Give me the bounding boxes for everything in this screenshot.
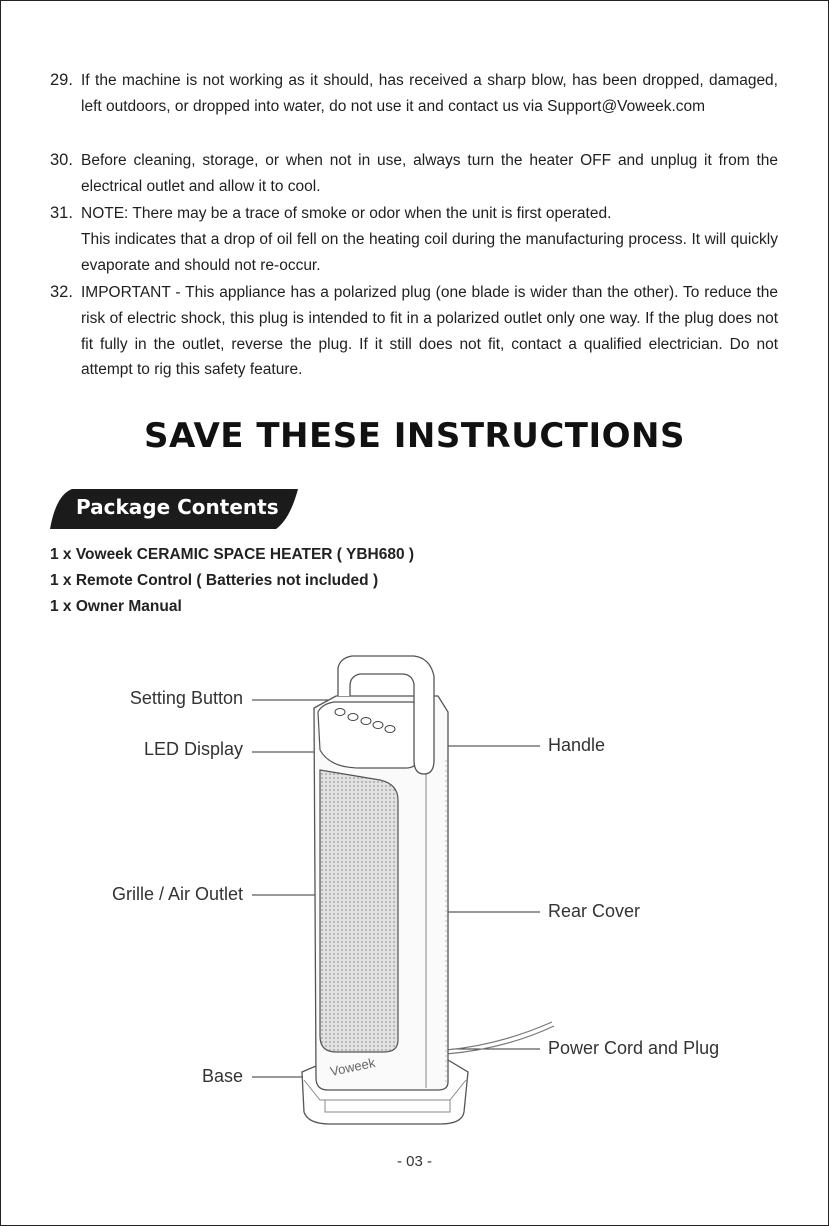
package-item: 1 x Owner Manual (50, 598, 182, 615)
label-led-display: LED Display (143, 739, 243, 759)
label-rear-cover: Rear Cover (548, 901, 641, 921)
brand-logo: Voweek (328, 1054, 377, 1080)
package-contents-list (50, 542, 414, 620)
instruction-item (50, 148, 778, 201)
instruction-text: Before cleaning, storage, or when not in use, always turn the heater OFF and unplug it from the electrical outlet and allow it to cool. (81, 152, 778, 195)
label-power-cord: Power Cord and Plug (548, 1038, 720, 1058)
save-instructions-heading: SAVE THESE INSTRUCTIONS (143, 416, 685, 456)
heater-diagram (0, 640, 829, 1140)
package-item: 1 x Remote Control ( Batteries not included ) (50, 572, 379, 589)
instruction-item (50, 201, 778, 280)
page-number: - 03 - (396, 1153, 432, 1170)
instruction-text: IMPORTANT - This appliance has a polarized plug (one blade is wider than the other). To reduce the risk of electric shock, this plug is intended to fit in a polarized outlet only one way. If the plug does not fit fully in the outlet, reverse the plug. If it still does not fit, contact a qualified electrician. Do not attempt to rig this safety feature. (81, 284, 778, 379)
instruction-note: This indicates that a drop of oil fell on the heating coil during the manufacturing process. It will quickly evaporate and should not re-occur. (81, 230, 778, 274)
package-contents-title: Package Contents (76, 495, 279, 519)
instruction-number: 29. (50, 71, 73, 89)
package-contents-tab (50, 489, 298, 529)
instruction-number: 31. (50, 204, 73, 222)
instruction-text: NOTE: There may be a trace of smoke or odor when the unit is first operated. (81, 205, 612, 222)
package-item: 1 x Voweek CERAMIC SPACE HEATER ( YBH680 ) (50, 546, 415, 563)
instruction-item (50, 68, 778, 148)
label-handle: Handle (548, 735, 606, 755)
instruction-number: 32. (50, 283, 73, 301)
instruction-text: If the machine is not working as it should, has received a sharp blow, has been dropped, damaged, left outdoors, or dropped into water, do not use it and contact us via Support@Voweek.com (81, 72, 778, 115)
instruction-number: 30. (50, 151, 73, 169)
instruction-item (50, 280, 778, 383)
instruction-list (50, 68, 778, 383)
label-grille: Grille / Air Outlet (111, 884, 243, 904)
label-base: Base (201, 1066, 243, 1086)
heater-body (314, 656, 448, 1090)
label-setting-button: Setting Button (129, 688, 243, 708)
